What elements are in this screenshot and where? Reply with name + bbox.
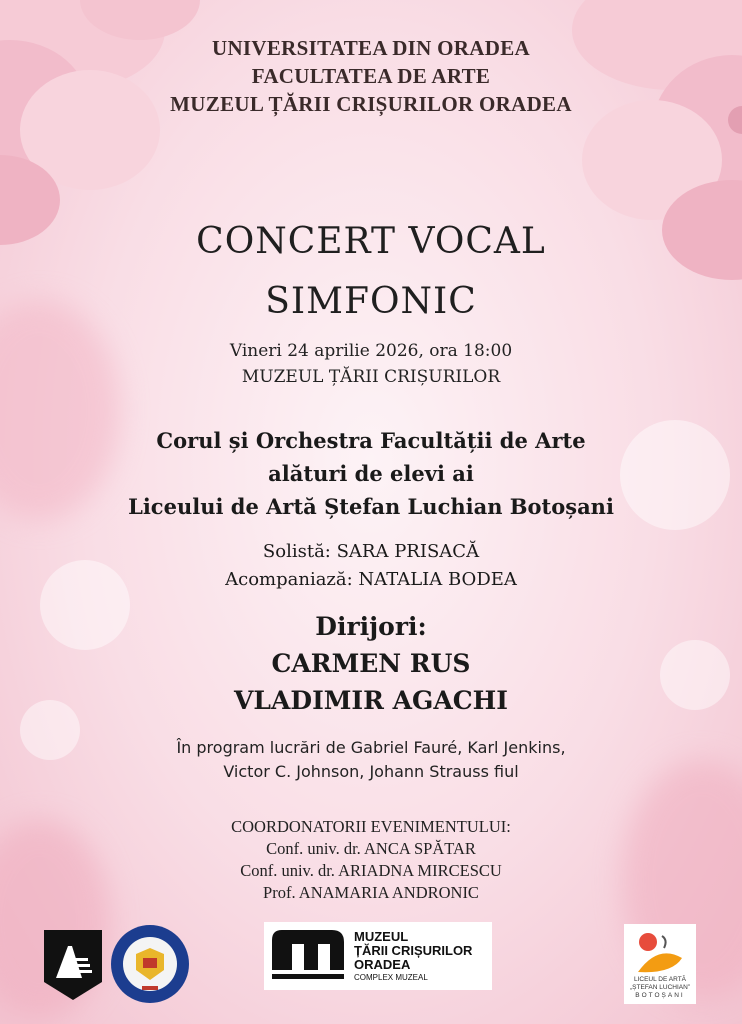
program-line-1: În program lucrări de Gabriel Fauré, Karl Jenkins,	[176, 738, 566, 757]
page-title	[0, 212, 742, 332]
soloists	[0, 538, 742, 594]
performers-line-2: alături de elevi ai	[268, 461, 474, 486]
coordinators	[0, 816, 742, 904]
museum-logo-sub: COMPLEX MUZEAL	[354, 973, 428, 982]
museum-logo	[264, 922, 492, 990]
school-logo-line-2: „ȘTEFAN LUCHIAN”	[630, 984, 690, 991]
museum-logo-line-2: ȚĂRII CRIȘURILOR	[354, 943, 473, 958]
performers	[0, 424, 742, 523]
coordinator-name: Conf. univ. dr. ANCA SPĂTAR	[266, 839, 476, 858]
coordinator-name: Prof. ANAMARIA ANDRONIC	[263, 883, 479, 902]
conductor-name: CARMEN RUS	[271, 649, 471, 678]
coordinator-name: Conf. univ. dr. ARIADNA MIRCESCU	[240, 861, 502, 880]
performers-line-3: Liceului de Artă Ștefan Luchian Botoșani	[128, 494, 614, 519]
coordinators-heading: COORDONATORII EVENIMENTULUI:	[231, 817, 511, 836]
university-seal-logo	[110, 924, 190, 1004]
program	[0, 736, 742, 784]
museum-m-icon	[272, 930, 348, 982]
header-university: UNIVERSITATEA DIN ORADEA	[212, 36, 530, 60]
conductors	[0, 608, 742, 719]
school-logo-line-3: BOTOȘANI	[635, 992, 685, 999]
event-date: Vineri 24 aprilie 2026, ora 18:00	[229, 341, 513, 361]
school-logo-line-1: LICEUL DE ARTĂ	[633, 976, 687, 983]
accompanist: Acompaniază: NATALIA BODEA	[225, 569, 517, 590]
header-faculty: FACULTATEA DE ARTE	[251, 64, 491, 88]
event-info	[0, 338, 742, 390]
conductors-heading: Dirijori:	[315, 612, 427, 641]
school-logo	[624, 924, 696, 1004]
museum-logo-line-3: ORADEA	[354, 957, 411, 972]
header	[0, 34, 742, 118]
soloist: Solistă: SARA PRISACĂ	[262, 541, 480, 562]
header-museum: MUZEUL ȚĂRII CRIȘURILOR ORADEA	[170, 92, 572, 116]
title-line-1: CONCERT VOCAL	[196, 221, 546, 262]
museum-logo-line-1: MUZEUL	[354, 929, 409, 944]
title-line-2: SIMFONIC	[265, 281, 477, 322]
faculty-arts-logo	[42, 928, 104, 1002]
event-venue: MUZEUL ȚĂRII CRIȘURILOR	[241, 367, 501, 387]
program-line-2: Victor C. Johnson, Johann Strauss fiul	[223, 762, 519, 781]
conductor-name: VLADIMIR AGACHI	[234, 686, 508, 715]
performers-line-1: Corul și Orchestra Facultății de Arte	[156, 428, 586, 453]
